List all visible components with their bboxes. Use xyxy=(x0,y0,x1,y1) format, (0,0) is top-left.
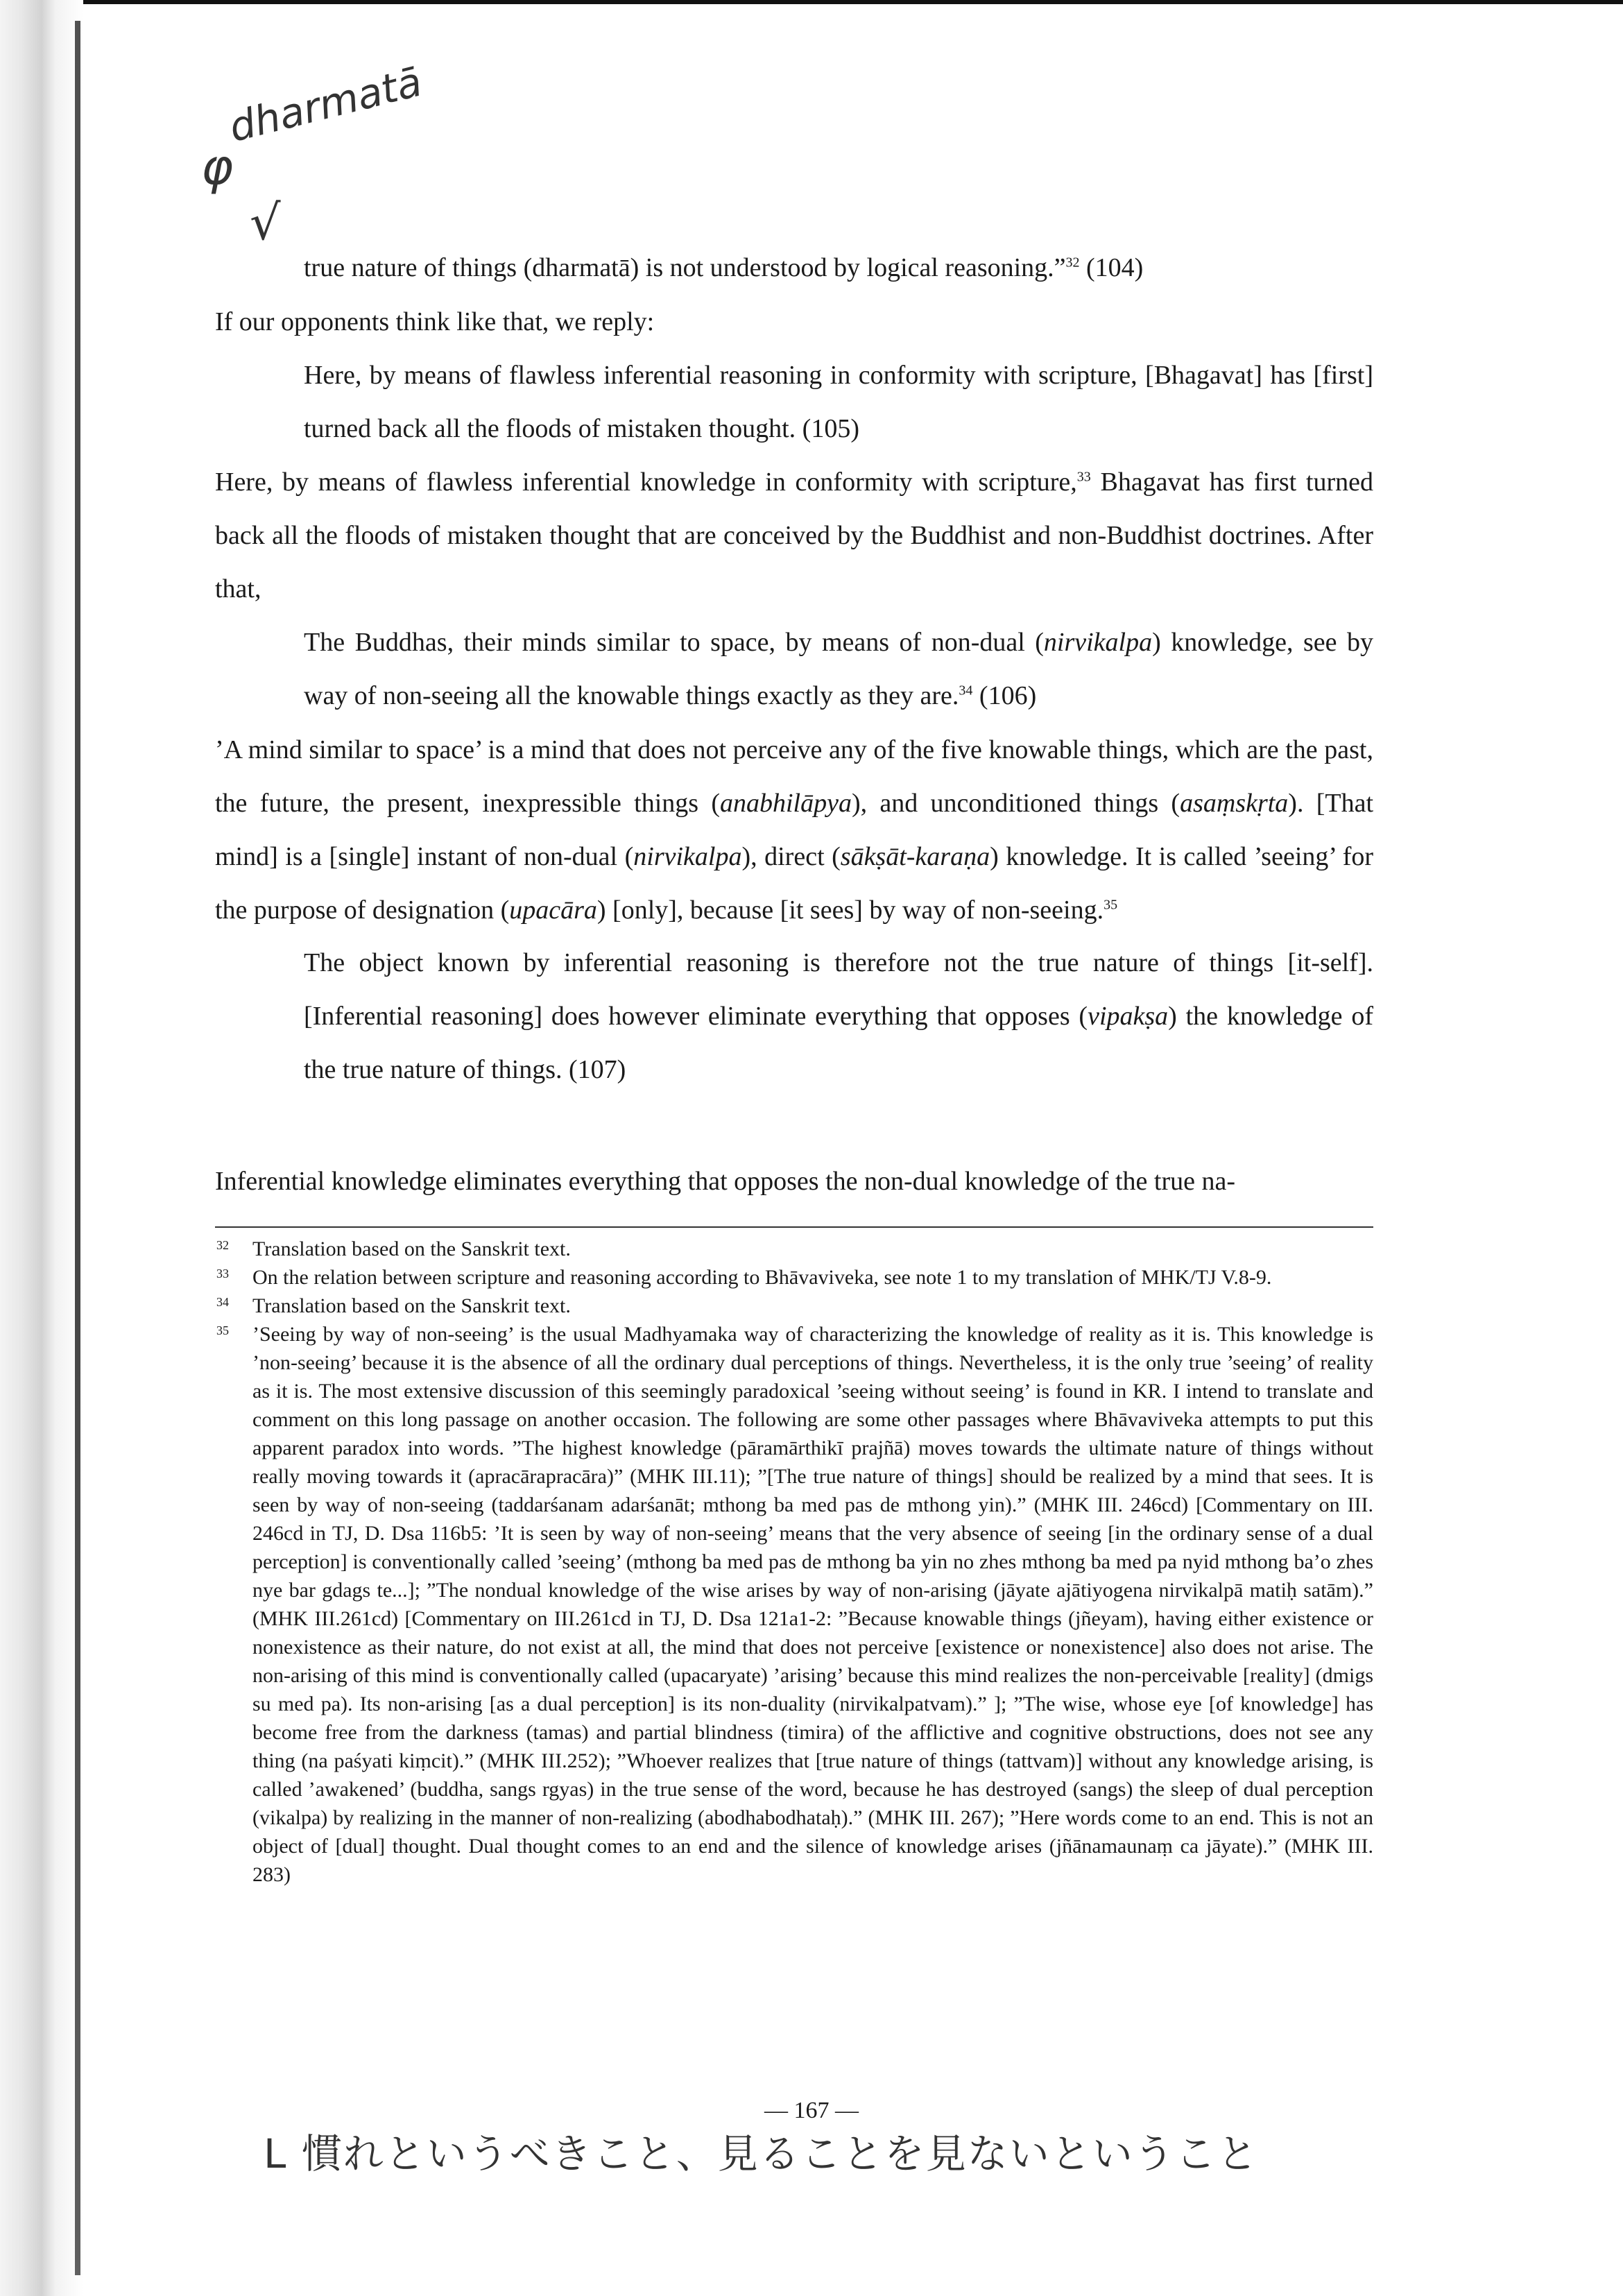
quote-105: Here, by means of flawless inferential reasoning in conformity with scripture, [Bhagavat] has [first] turned back all the floods of mistaken thought. (105) xyxy=(304,361,1373,443)
binding-shadow xyxy=(75,21,80,2275)
handwritten-annotation-top: dharmatā xyxy=(224,58,427,151)
paragraph-inferential: Inferential knowledge eliminates everything that opposes the non-dual knowledge of the true na- xyxy=(215,1167,1235,1196)
scan-binding-edge xyxy=(0,0,83,2296)
scan-top-border xyxy=(0,0,1623,4)
paragraph-bhagavat: Here, by means of flawless inferential knowledge in conformity with scripture,$^{33}$ Bhagavat has first turned back all the floods of mistaken thought that are conceived by the Buddhist and non-Buddhist doctrines. After that, xyxy=(215,468,1373,603)
quote-107: The object known by inferential reasoning is therefore not the true nature of things [it-self]. [Inferential reasoning] does however eliminate everything that opposes (vipakṣa) the knowledge of the true nature of things. (107) xyxy=(304,948,1373,1084)
handwritten-check-mark: √ xyxy=(250,194,281,251)
footnote: 33 On the relation between scripture and reasoning according to Bhāvaviveka, see note 1 to my translation of MHK/TJ V.8-9. xyxy=(216,1266,1272,1289)
footnote-separator xyxy=(215,1226,1373,1228)
footnote: 34 Translation based on the Sanskrit text. xyxy=(216,1294,571,1317)
paragraph-reply: If our opponents think like that, we reply: xyxy=(215,307,655,336)
handwritten-phi-mark: φ xyxy=(201,139,234,196)
footnote: 32 Translation based on the Sanskrit text. xyxy=(216,1237,571,1260)
quote-104-end: true nature of things (dharmatā) is not understood by logical reasoning.”$^{32}$ (104) xyxy=(304,253,1144,282)
footnote: 35 ’Seeing by way of non-seeing’ is the usual Madhyamaka way of characterizing the knowledge of reality as it is. This knowledge is ’non-seeing’ because it is the absence of all the ordinary dual perceptions of things. Nevertheless, it is the only true ’seeing’ of reality as it is. The most extensive discussion of this seemingly paradoxical ’seeing without seeing’ is found in KR. I intend to translate and comment on this long passage on another occasion. The following are some other passages where Bhāvaviveka attempts to put this apparent paradox into words. ”The highest knowledge (pāramārthikī prajñā) moves towards the ultimate nature of things without really moving towards it (apracārapracāra)” (MHK III.11); ”[The true nature of things] should be realized by a mind that sees. It is seen by way of non-seeing (taddarśanam adarśanāt; mthong ba med pas de mthong yin).” (MHK III. 246cd) [Commentary on III. 246cd in TJ, D. Dsa 116b5: ’It is seen by way of non-seeing’ means that the very absence of seeing [in the ordinary sense of a dual perception] is conventionally called ’seeing’ (mthong ba med pas de mthong ba yin no zhes mthong ba med pa nyid mthong ba’o zhes nye bar gdags te...]; ”The nondual knowledge of the wise arises by way of non-arising (jāyate ajātiyogena nirvikalpā matiḥ satām).” (MHK III.261cd) [Commentary on III.261cd in TJ, D. Dsa 121a1-2: ”Because knowable things (jñeyam), having either existence or nonexistence as their nature, do not exist at all, the mind that does not perceive [existence or nonexistence] also does not arise. The non-arising of this mind is conventionally called (upacaryate) ’arising’ because this mind realizes the non-perceivable [reality] (dmigs su med pa). Its non-arising [as a dual perception] is its non-duality (nirvikalpatvam).” ]; ”The wise, whose eye [of knowledge] has become free from the darkness (tamas) and partial blindness (timira) of the afflictive and cognitive obstructions, does not see any thing (na paśyati kiṃcit).” (MHK III.252); ”Whoever realizes that [true nature of things (tattvam)] without any knowledge arising, is called ’awakened’ (buddha, sangs rgyas) in the true sense of the word, because he has destroyed (sangs) the sleep of dual perception (vikalpa) by realizing in the manner of non-realizing (abodhabodhataḥ).” (MHK III. 267); ”Here words come to an end. This is not an object of [dual] thought. Dual thought comes to an end and the silence of knowledge arises (jñānamaunaṃ ca jāyate).” (MHK III. 283) xyxy=(216,1323,1373,1886)
handwritten-annotation-bottom: L 慣れというべきこと、見ることを見ないということ xyxy=(264,2130,1259,2177)
quote-106: The Buddhas, their minds similar to space, by means of non-dual (nirvikalpa) knowledge, see by way of non-seeing all the knowable things exactly as they are.$^{34}$ (106) xyxy=(304,628,1373,710)
paragraph-mind-space: ’A mind similar to space’ is a mind that does not perceive any of the five knowable things, which are the past, the future, the present, inexpressible things (anabhilāpya), and unconditioned things (asaṃskṛta). [That mind] is a [single] instant of non-dual (nirvikalpa), direct (sākṣāt-karaṇa) knowledge. It is called ’seeing’ for the purpose of designation (upacāra) [only], because [it sees] by way of non-seeing.$^{35}$ xyxy=(215,735,1374,925)
footnotes xyxy=(215,1235,1373,1889)
page-number: — 167 — xyxy=(764,2098,859,2123)
